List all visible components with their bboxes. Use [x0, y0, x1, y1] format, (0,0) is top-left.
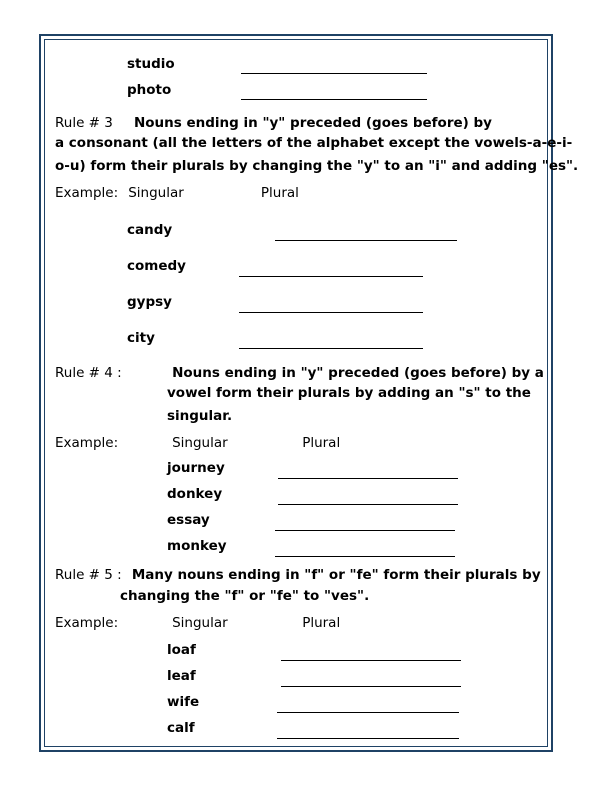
word-label: studio [127, 56, 175, 72]
singular-column-header: Singular [172, 435, 228, 451]
word-label: donkey [167, 486, 223, 502]
answer-blank[interactable] [277, 712, 459, 713]
answer-blank[interactable] [239, 312, 423, 313]
rule-3-heading-line-1 [55, 112, 492, 131]
rule-3-text-line-1: Nouns ending in "y" preceded (goes before) by [133, 115, 492, 131]
example-label: Example: [55, 435, 119, 451]
answer-blank[interactable] [241, 99, 427, 100]
rule-3-text-line-3: o-u) form their plurals by changing the "y" to an "i" and adding "es". [55, 158, 579, 174]
answer-blank[interactable] [278, 504, 458, 505]
word-label: leaf [167, 668, 196, 684]
answer-blank[interactable] [275, 240, 457, 241]
singular-column-header: Singular [172, 615, 228, 631]
word-label: monkey [167, 538, 227, 554]
singular-column-header: Singular [128, 185, 184, 201]
word-label: city [127, 330, 155, 346]
answer-blank[interactable] [278, 478, 458, 479]
rule-5-text-line-1: Many nouns ending in "f" or "fe" form their plurals by [131, 567, 541, 583]
word-label: journey [167, 460, 225, 476]
word-label: gypsy [127, 294, 172, 310]
answer-blank[interactable] [239, 276, 423, 277]
rule-4-text-line-3: singular. [167, 408, 233, 424]
rule-4-heading-line-1 [55, 362, 544, 381]
plural-column-header: Plural [302, 435, 341, 451]
answer-blank[interactable] [275, 556, 455, 557]
rule-4-text-line-1: Nouns ending in "y" preceded (goes before) by a [172, 365, 544, 381]
plural-column-header: Plural [302, 615, 341, 631]
word-label: wife [167, 694, 200, 710]
answer-blank[interactable] [275, 530, 455, 531]
rule-4-label: Rule # 4 : [55, 365, 122, 381]
answer-blank[interactable] [277, 738, 459, 739]
rule-4-text-line-2: vowel form their plurals by adding an "s" to the [167, 385, 531, 401]
word-label: candy [127, 222, 173, 238]
worksheet-content [45, 40, 579, 746]
rule-5-heading-line-1 [55, 564, 541, 583]
worksheet-border-inner [44, 39, 579, 747]
answer-blank[interactable] [241, 73, 427, 74]
word-label: photo [127, 82, 172, 98]
example-label: Example: [55, 185, 119, 201]
rule-4-example-row [55, 432, 340, 451]
rule-5-text-line-2: changing the "f" or "fe" to "ves". [120, 588, 370, 604]
rule-3-example-row [55, 182, 299, 201]
answer-blank[interactable] [281, 660, 461, 661]
rule-5-example-row [55, 612, 340, 631]
answer-blank[interactable] [239, 348, 423, 349]
word-label: essay [167, 512, 210, 528]
example-label: Example: [55, 615, 119, 631]
answer-blank[interactable] [281, 686, 461, 687]
rule-3-text-line-2: a consonant (all the letters of the alphabet except the vowels-a-e-i- [55, 135, 573, 151]
word-label: comedy [127, 258, 186, 274]
rule-5-label: Rule # 5 : [55, 567, 122, 583]
plural-column-header: Plural [260, 185, 299, 201]
word-label: loaf [167, 642, 196, 658]
rule-3-label: Rule # 3 [55, 115, 113, 131]
word-label: calf [167, 720, 195, 736]
worksheet-border [39, 34, 579, 752]
